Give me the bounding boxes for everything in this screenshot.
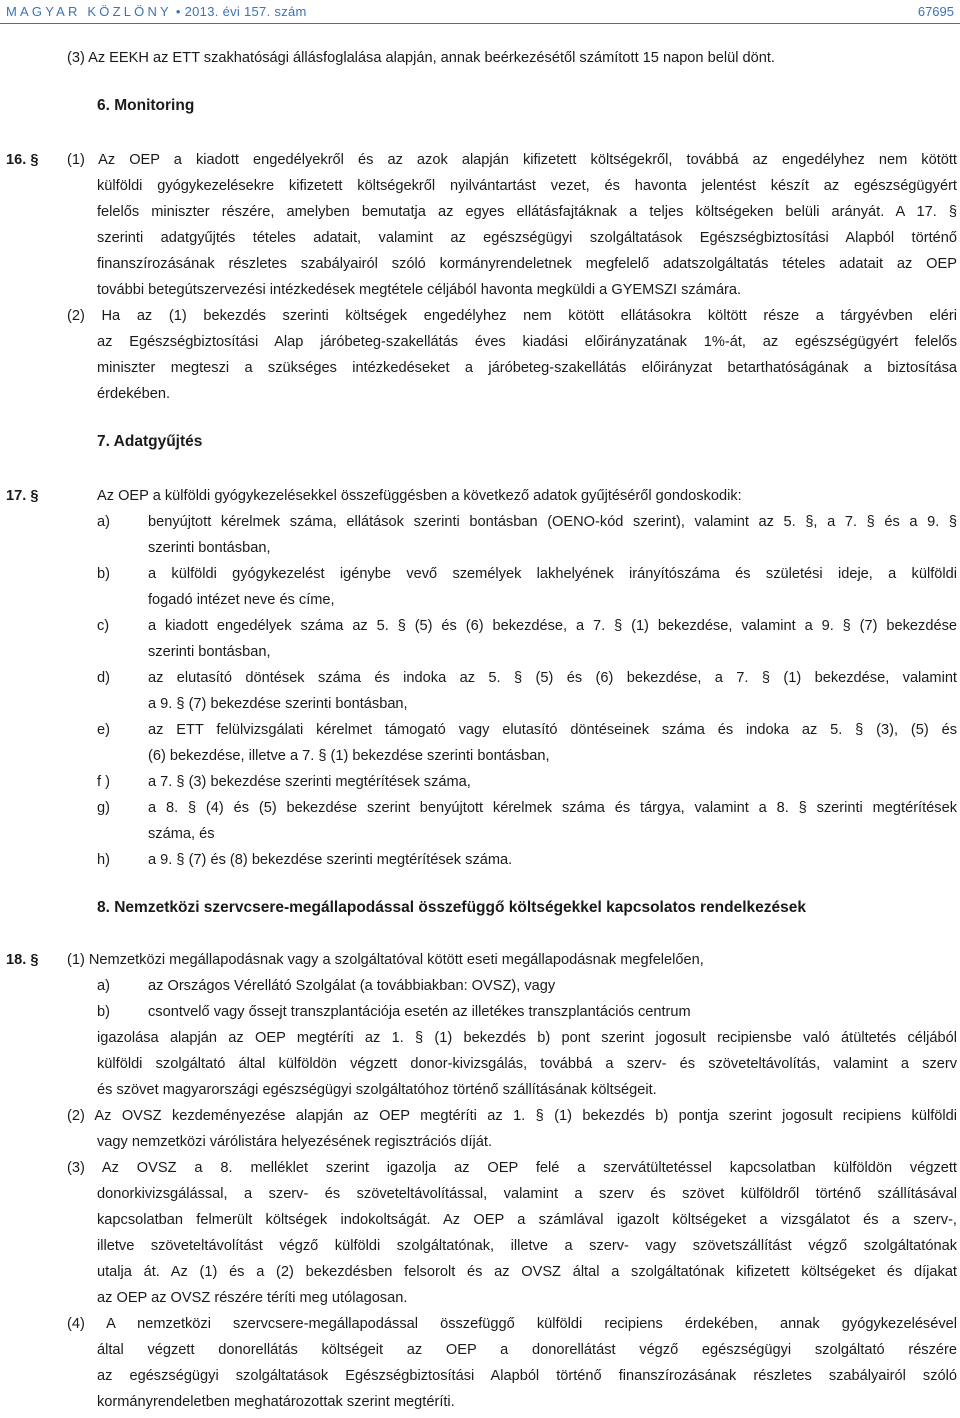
text-line: a) — [97, 514, 110, 530]
section-heading: 6. Monitoring — [97, 97, 195, 114]
publication-info — [6, 4, 307, 19]
text-line: a 7. § (3) bekezdése szerinti megtérítések száma, — [148, 774, 471, 790]
text-line: az elutasító döntések száma és indoka az 5. § (5) és (6) bekezdése, a 7. § (1) bekezdése, valamint — [148, 670, 957, 686]
header-bullet: • — [175, 4, 181, 19]
section-heading: 7. Adatgyűjtés — [97, 433, 203, 450]
page-number: 67695 — [917, 4, 954, 19]
text-line: az Egészségbiztosítási Alap járóbeteg-szakellátás éves kiadási előirányzatának 1%-át, az egészségügyért felelős — [97, 334, 957, 350]
text-line: (6) bekezdése, illetve a 7. § (1) bekezdése szerinti bontásban, — [148, 748, 550, 764]
text-line: szerinti bontásban, — [148, 644, 271, 660]
text-line: az egészségügyi szolgáltatások Egészségbiztosítási Alapból történő finanszírozásának részletes szabályairól szóló — [97, 1368, 957, 1384]
text-line: d) — [97, 670, 110, 686]
text-line: (2) Ha az (1) bekezdés szerinti költségek engedélyhez nem kötött ellátásokra költött része a tárgyévben eléri — [67, 308, 957, 324]
text-line: h) — [97, 852, 110, 868]
text-line: g) — [97, 800, 110, 816]
text-line: csontvelő vagy őssejt transzplantációja esetén az illetékes transzplantációs centrum — [148, 1004, 691, 1020]
text-line: utalja át. Az (1) és a (2) bekezdésben felsorolt és az OVSZ által a szolgáltatónak kifizetett költségeket és díjakat — [97, 1264, 957, 1280]
page-header — [0, 0, 960, 24]
issue-number: 2013. évi 157. szám — [184, 4, 307, 19]
text-line: kapcsolatban felmerült költségek indokoltságát. Az OEP a számlával igazolt költségeket a vizsgálatot és a szerv-, — [97, 1212, 957, 1228]
text-line: b) — [97, 566, 110, 582]
text-line: szerinti bontásban, — [148, 540, 271, 556]
text-line: Az OEP a külföldi gyógykezelésekkel összefüggésben a következő adatok gyűjtéséről gondoskodik: — [97, 488, 742, 504]
text-line: a 8. § (4) és (5) bekezdése szerint benyújtott kérelmek száma és tárgya, valamint a 8. § szerinti megtérítések — [148, 800, 957, 816]
section-number: 17. § — [6, 488, 39, 504]
section-heading: 8. Nemzetközi szervcsere-megállapodással összefüggő költségekkel kapcsolatos rendelkezések — [97, 899, 807, 916]
text-line: fogadó intézet neve és címe, — [148, 592, 335, 608]
header-rule — [0, 23, 960, 24]
text-line: további betegútszervezési intézkedések megtétele céljából havonta megküldi a GYEMSZI számára. — [97, 282, 742, 298]
publication-title: MAGYAR KÖZLÖNY — [6, 4, 172, 19]
text-line: (1) Nemzetközi megállapodásnak vagy a szolgáltatóval kötött eseti megállapodásnak megfelelően, — [67, 952, 704, 968]
text-line: igazolása alapján az OEP megtéríti az 1. § (1) bekezdés b) pont szerint jogosult recipiensbe való átültetés céljából — [97, 1030, 957, 1046]
text-line: (2) Az OVSZ kezdeményezése alapján az OEP megtéríti az 1. § (1) bekezdés b) pontja szerint jogosult recipiens külföldi — [67, 1108, 957, 1124]
section-number: 16. § — [6, 152, 39, 168]
text-line: a 9. § (7) és (8) bekezdése szerinti megtérítések száma. — [148, 852, 513, 868]
text-line: a) — [97, 978, 110, 994]
text-line: száma, és — [148, 826, 215, 842]
text-line: a külföldi gyógykezelést igénybe vevő személyek lakhelyének irányítószáma és születési ideje, a külföldi — [148, 566, 957, 582]
text-line: miniszter megteszi a szükséges intézkedéseket a járóbeteg-szakellátás előirányzat betarthatóságának a biztosítása — [97, 360, 957, 376]
text-line: által végzett donorellátás költségeit az OEP a donorellátást végző egészségügyi szolgáltató részére — [97, 1342, 957, 1358]
text-line: az Országos Vérellátó Szolgálat (a továbbiakban: OVSZ), vagy — [148, 978, 556, 994]
text-line: benyújtott kérelmek száma, ellátások szerinti bontásban (OENO-kód szerint), valamint az 5. §, a 7. § és a 9. § — [148, 514, 957, 530]
text-line: finanszírozásának részletes szabályairól szóló kormányrendeletnek megfelelő adatszolgáltatás tételes adatait az OEP — [97, 256, 957, 272]
text-line: f ) — [97, 774, 110, 790]
text-line: vagy nemzetközi várólistára helyezésének regisztrációs díját. — [97, 1134, 493, 1150]
text-line: a kiadott engedélyek száma az 5. § (5) és (6) bekezdése, a 7. § (1) bekezdése, valamint a 9. § (7) bekezdése — [148, 618, 957, 634]
text-line: donorkivizsgálással, a szerv- és szöveteltávolítással, valamint a szerv és szövet külföldről történő szállításával — [97, 1186, 957, 1202]
text-line: külföldi szolgáltató által külföldön végzett donor-kivizsgálás, továbbá a szerv- és szöveteltávolítás, valamint a szerv — [97, 1056, 957, 1072]
text-line: külföldi gyógykezelésekre kifizetett költségekről nyilvántartást vezet, és havonta jelentést készít az egészségügyért — [97, 178, 957, 194]
text-line: szerinti adatgyűjtés tételes adatait, valamint az egészségügyi szolgáltatások Egészségbiztosítási Alapból történő — [97, 230, 957, 246]
text-line: az ETT felülvizsgálati kérelmet támogató vagy elutasító döntéseinek száma és indoka az 5. § (3), (5) és — [148, 722, 957, 738]
text-line: b) — [97, 1004, 110, 1020]
text-line: az OEP az OVSZ részére téríti meg utólagosan. — [97, 1290, 408, 1306]
text-line: (3) Az OVSZ a 8. melléklet szerint igazolja az OEP felé a szervátültetéssel kapcsolatban külföldön végzett — [67, 1160, 957, 1176]
text-line: kormányrendeletben meghatározottak szerint megtéríti. — [97, 1394, 455, 1410]
text-line: felelős miniszter részére, amelyben bemutatja az egyes ellátásfajtáknak a teljes költségeken belüli arányát. A 17. § — [97, 204, 957, 220]
text-line: (3) Az EEKH az ETT szakhatósági állásfoglalása alapján, annak beérkezésétől számított 15 napon belül dönt. — [67, 50, 775, 66]
text-line: a 9. § (7) bekezdése szerinti bontásban, — [148, 696, 408, 712]
text-line: c) — [97, 618, 110, 634]
text-line: (1) Az OEP a kiadott engedélyekről és az azok alapján kifizetett költségekről, továbbá az engedélyhez nem kötött — [67, 152, 957, 168]
text-line: e) — [97, 722, 110, 738]
text-line: illetve szöveteltávolítást végző külföldi szolgáltatónak, illetve a szerv- vagy szövetszállítást végző szolgáltatónak — [97, 1238, 957, 1254]
text-line: érdekében. — [97, 386, 171, 402]
text-line: (4) A nemzetközi szervcsere-megállapodással összefüggő külföldi recipiens érdekében, annak gyógykezelésével — [67, 1316, 957, 1332]
section-number: 18. § — [6, 952, 39, 968]
text-line: és szövet magyarországi egészségügyi szolgáltatóhoz történő szállításának költségeit. — [97, 1082, 657, 1098]
